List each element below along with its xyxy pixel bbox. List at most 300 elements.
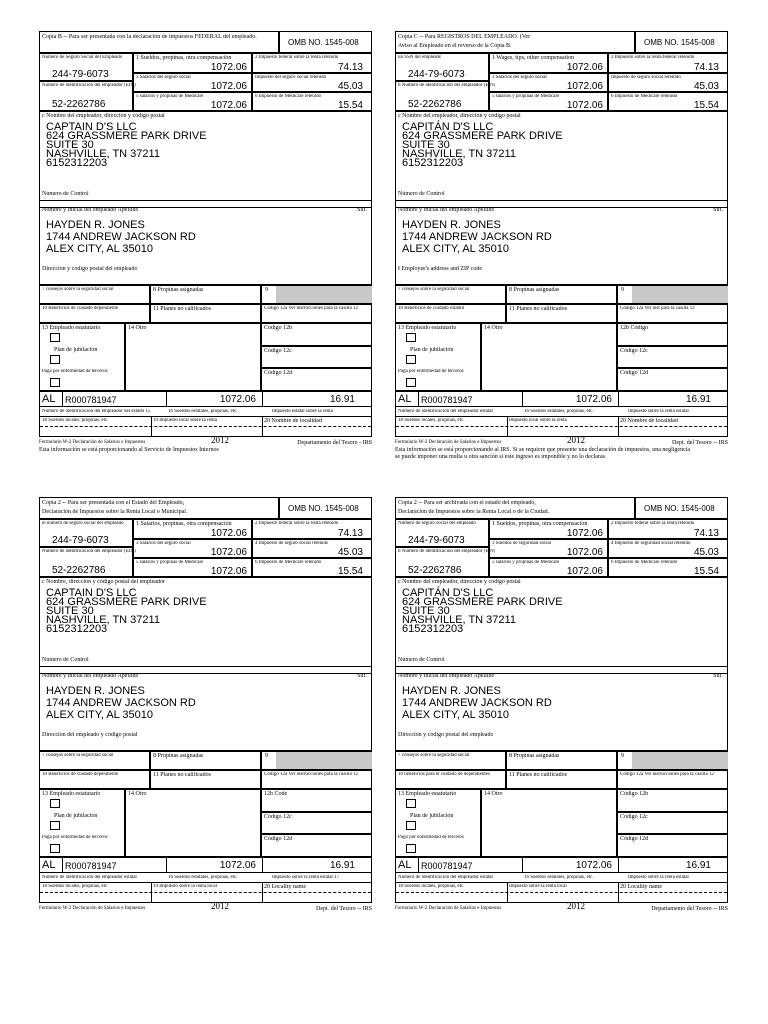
box-8-label: 8 Propinas asignadas	[509, 753, 560, 759]
box-14-label: 14 Otro	[128, 791, 147, 797]
suffix-label: Suf.	[357, 673, 367, 679]
box-6-label: 6 Impuesto de Medicare retenido	[255, 94, 322, 99]
copy-line-1: Copia 2 -- Para ser archivada con el estado del empleado,	[398, 500, 536, 506]
box-2-value: 74.13	[693, 528, 719, 539]
box-16-label: 16 Sueldos estatales, propinas, etc.	[168, 875, 238, 880]
box-13-label: 13 Empleado estatutario	[398, 791, 457, 797]
box-17-divider	[618, 858, 619, 872]
box-5-value: 1072.06	[566, 100, 603, 111]
box-12a-label: Código 12a Ver instrucciones para la casilla 12	[264, 306, 358, 311]
retirement-plan-checkbox[interactable]	[50, 821, 60, 830]
box-14	[125, 323, 261, 391]
state-id: R000781947	[65, 395, 117, 405]
state-divider	[418, 858, 419, 872]
box-12a-label: Código 12a Ver instrucciones para la casilla 12	[264, 772, 358, 777]
ssn-label: Número de seguro social del empleado	[398, 521, 476, 526]
ssn-label: un SSN del empleado	[398, 55, 442, 60]
employer-name: CAPTAIN D'S LLC	[46, 587, 137, 599]
footer-form-name: Formulario W-2 Declaración de Salarios e Impuestos	[39, 440, 146, 445]
box-4-value: 45.03	[693, 547, 719, 558]
box-3	[133, 539, 252, 558]
ssn-box	[395, 53, 489, 81]
box-5-label: 5 salarios y propinas de Medicare	[492, 94, 560, 99]
statutory-checkbox[interactable]	[50, 799, 60, 808]
sick-pay-checkbox[interactable]	[406, 378, 416, 387]
box-15-label: Número de identificación del empleador estatal	[398, 409, 493, 414]
box-11	[506, 770, 617, 789]
box-4	[608, 73, 728, 92]
box-14	[125, 789, 261, 857]
employer-box	[395, 111, 728, 208]
local-row	[395, 883, 728, 903]
box-6	[252, 558, 372, 577]
box-7-label: 7 consejos sobre la seguridad social	[42, 753, 114, 758]
employer-name: CAPITÁN D'S LLC	[402, 587, 494, 599]
ssn-value: 244-79-6073	[408, 535, 465, 546]
box-10	[395, 304, 506, 323]
footer-year: 2012	[211, 435, 229, 445]
box-19-label: Impuesto sobre la renta local	[509, 884, 567, 889]
box-6-label: 6 Impuesto de Medicare retenido	[611, 94, 678, 99]
employee-name-label: Nombre y inicial del empleado Apellido	[42, 673, 139, 679]
box-12d-label: Código 12d	[620, 370, 649, 376]
box-5-value: 1072.06	[210, 566, 247, 577]
employee-name-label: Nombre y inicial del empleado Apellido	[398, 207, 495, 213]
box-1-value: 1072.06	[210, 62, 247, 73]
state-code: AL	[398, 393, 412, 405]
employer-street: 624 GRASSMERE PARK DRIVE	[402, 596, 563, 608]
control-label: Número de Control	[398, 657, 445, 663]
box-13	[395, 789, 481, 857]
retirement-plan-checkbox[interactable]	[50, 355, 60, 364]
retirement-plan-label: Plan de jubilación	[410, 347, 454, 353]
box-17-value: 16.91	[685, 394, 711, 405]
box-12c	[261, 346, 372, 368]
employer-street: 624 GRASSMERE PARK DRIVE	[46, 596, 207, 608]
statutory-checkbox[interactable]	[406, 333, 416, 342]
box-6-value: 15.54	[693, 100, 719, 111]
box-3-value: 1072.06	[566, 547, 603, 558]
employer-suite: SUITE 30	[46, 605, 94, 617]
box-3-label: 3 Sueldos de seguridad social	[492, 541, 552, 546]
box-4-label: 4 Impuesto de seguro social retenido	[255, 541, 329, 546]
box-13-label: 13 Empleado estatutario	[42, 325, 101, 331]
box-12b	[261, 789, 372, 812]
box-9-label: 9	[621, 287, 624, 293]
employee-box	[395, 674, 728, 751]
box-12d-label: Código 12d	[264, 836, 293, 842]
box-7-label: 7 consejos sobre la seguridad social	[398, 287, 470, 292]
box-16-label: 16 Sueldos estatales, propinas, etc.	[524, 875, 594, 880]
suffix-label: Suf.	[357, 207, 367, 213]
employer-label: c Nombre del empleador, dirección y código postal	[398, 579, 521, 585]
state-label-row	[39, 873, 372, 883]
employee-name-label: Nombre y inicial del empleado Apellido	[398, 673, 495, 679]
box-11-label: 11 Planes no calificados	[153, 306, 211, 312]
box-15-label: Número de identificación del empleador estatal	[398, 875, 493, 880]
box-5-label: 5 salarios y propinas de Medicare	[136, 94, 204, 99]
employer-label: c Nombre del empleador, dirección y código postal	[42, 113, 165, 119]
box-1	[489, 53, 608, 73]
box-9-shade	[276, 286, 372, 303]
control-label: Número de Control	[42, 657, 89, 663]
box-4-value: 45.03	[337, 547, 363, 558]
box-10	[39, 770, 150, 789]
box-1-label: 1 Sueldos, propinas, otra compensación	[136, 55, 232, 61]
box-8-label: 8 Propinas asignadas	[509, 287, 560, 293]
box-4-label: Impuesto del seguro social retenido	[255, 75, 327, 80]
footer-year: 2012	[567, 435, 585, 445]
box-7	[395, 751, 506, 770]
state-code: AL	[42, 859, 56, 871]
employee-address-label: Dirección del empleado y código postal	[42, 732, 138, 738]
box-8-label: 8 Propinas asignadas	[153, 287, 204, 293]
box-3-value: 1072.06	[210, 81, 247, 92]
box-5-value: 1072.06	[210, 100, 247, 111]
control-label: Número de Control	[398, 191, 445, 197]
box-17-label: Impuesto sobre la renta estatal	[628, 409, 689, 414]
box-12c-label: Código 12c	[264, 348, 292, 354]
footer-department: Departamento del Tesoro - IRS	[297, 440, 372, 446]
footer-year: 2012	[211, 901, 229, 911]
box-13	[395, 323, 481, 391]
state-label-row	[395, 873, 728, 883]
control-divider	[396, 200, 727, 201]
box-20-label: 20 Locality name	[620, 884, 662, 890]
box-18-label: 18 Sueldos locales, propinas, etc.	[42, 884, 109, 889]
box-16-label: 16 Sueldos estatales, propinas, etc.	[168, 409, 238, 414]
box-12c-label: Código 12c	[620, 348, 648, 354]
box-10-label: 10 beneficios para el cuidado de dependientes	[398, 772, 490, 777]
box-13-label: 13 Empleado estatutario	[398, 325, 457, 331]
box-3-label: 3 Salarios del seguro social	[492, 75, 547, 80]
box-1-value: 1072.06	[566, 528, 603, 539]
ssn-value: 244-79-6073	[52, 535, 109, 546]
box-12b-label: 12b Code	[264, 791, 288, 797]
box-14-label: 14 Otro	[484, 791, 503, 797]
box-10-label: 10 Beneficios de cuidado dependiente	[42, 306, 119, 311]
box-4	[252, 73, 372, 92]
box-5-label: 5 salarios y propinas de Medicare	[136, 560, 204, 565]
ssn-box	[39, 53, 133, 81]
footer-note-2: se puede imponer una multa u otra sanción si este ingreso es imponible y no lo declaras.	[395, 454, 607, 460]
employer-box	[39, 577, 372, 674]
sick-pay-checkbox[interactable]	[406, 844, 416, 853]
box-12d	[617, 368, 728, 391]
employer-phone: 6152312203	[402, 157, 464, 169]
box-3	[489, 73, 608, 92]
box-12a-label: Código 12a Ver instrucciones para la casilla 12	[620, 772, 714, 777]
state-row	[395, 857, 728, 873]
ein-label: Número de identificación del empleador (EIN)	[42, 549, 136, 554]
box-17-value: 16.91	[329, 394, 355, 405]
box-9	[261, 751, 372, 770]
box-7-label: 7 consejos sobre la seguridad social	[42, 287, 114, 292]
ssn-label: Número de Seguro Social del Empleado	[42, 55, 123, 60]
employee-street: 1744 ANDREW JACKSON RD	[402, 697, 552, 709]
box-12c	[617, 346, 728, 368]
employer-city: NASHVILLE, TN 37211	[46, 148, 160, 160]
box-17-divider	[618, 392, 619, 406]
retirement-plan-label: Plan de jubilación	[410, 813, 454, 819]
box-6-label: 6 Impuesto de Medicare retenido	[255, 560, 322, 565]
box-16-value: 1072.06	[219, 860, 256, 871]
box-13	[39, 789, 125, 857]
employee-city: ALEX CITY, AL 35010	[402, 709, 510, 721]
box-19-label: 19 Impuesto sobre la renta local	[153, 884, 218, 889]
control-divider	[40, 666, 371, 667]
suffix-label: Suf.	[713, 673, 723, 679]
control-divider	[40, 200, 371, 201]
copy-line-2: Aviso al Empleado en el reverso de la Copia B.	[398, 43, 512, 49]
employee-name-label: Nombre y inicial del empleado Apellido	[42, 207, 139, 213]
box-1-label: 1 Wages, tips, other compensation	[492, 55, 575, 61]
employee-city: ALEX CITY, AL 35010	[46, 243, 154, 255]
box-11	[506, 304, 617, 323]
box-2-value: 74.13	[693, 62, 719, 73]
omb-number: OMB NO. 1545-008	[644, 38, 715, 47]
box-2-label: 2 Impuesto federal sobre la renta retenido	[611, 521, 695, 526]
employer-street: 624 GRASSMERE PARK DRIVE	[46, 130, 207, 142]
employee-name: HAYDEN R. JONES	[46, 685, 145, 697]
employer-city: NASHVILLE, TN 37211	[402, 148, 516, 160]
employee-street: 1744 ANDREW JACKSON RD	[402, 231, 552, 243]
box-18-label: 18 Sueldos locales, propinas, etc.	[42, 418, 109, 423]
footer-form-name: Formulario W-2 Declaración de Salarios e Impuestos	[39, 906, 146, 911]
box-12d	[261, 368, 372, 391]
state-id: R000781947	[421, 861, 473, 871]
box-5	[489, 558, 608, 577]
box-4-label: 4 Impuesto de seguridad social retenido	[611, 541, 691, 546]
state-id: R000781947	[65, 861, 117, 871]
box-6-label: 6 Impuesto de Medicare retenido	[611, 560, 678, 565]
box-12b-label: Código 12b	[620, 791, 649, 797]
sick-pay-label: Paga por enfermedad de terceros	[398, 369, 464, 374]
sick-pay-label: Pago por enfermedad de terceros	[398, 835, 464, 840]
box-20-label: 20 Nombre de localidad	[264, 418, 322, 424]
box-18-label: 18 Sueldos locales, propinas, etc.	[398, 418, 465, 423]
box-1	[133, 53, 252, 73]
box-10	[395, 770, 506, 789]
footer-department: Dept. del Tesoro -- IRS	[672, 440, 728, 446]
footer-form-name: Formulario W-2 Declaración de Salarios e Impuestos	[395, 906, 502, 911]
box-9-label: 9	[265, 287, 268, 293]
box-8	[506, 285, 617, 304]
box-6	[608, 92, 728, 111]
box-9	[617, 285, 728, 304]
box-10-label: 10 Beneficios de cuidado dependiente	[42, 772, 119, 777]
box-12a-label: Código 12a Ver inst para la casilla 12	[620, 306, 695, 311]
box-16-label: 16 Sueldos estatales, propinas, etc.	[524, 409, 594, 414]
employer-box	[395, 577, 728, 674]
box-14	[481, 789, 617, 857]
employer-phone: 6152312203	[46, 623, 108, 635]
box-7	[39, 285, 150, 304]
local-dash-line	[396, 892, 727, 893]
box-5-value: 1072.06	[566, 566, 603, 577]
employee-box	[39, 674, 372, 751]
ein-box	[395, 81, 496, 111]
box-1-value: 1072.06	[210, 528, 247, 539]
box-11-label: 11 Planes no calificados	[509, 772, 567, 778]
footer-form-name: Formulario W-2 Declaración de Salarios e Impuestos	[395, 440, 502, 445]
sick-pay-checkbox[interactable]	[50, 378, 60, 387]
w2-form-copy-1	[39, 31, 372, 451]
box-4	[608, 539, 728, 558]
employer-phone: 6152312203	[46, 157, 108, 169]
local-row	[395, 417, 728, 437]
box-4	[252, 539, 372, 558]
box-4-label: Impuesto de seguro social retenido	[611, 75, 681, 80]
box-2-label: 2 Impuesto sobre la renta federal retenido	[611, 55, 695, 60]
sick-pay-checkbox[interactable]	[50, 844, 60, 853]
box-2-value: 74.13	[337, 62, 363, 73]
copy-line-1: Copia B -- Para ser presentada con la declaración de impuestos FEDERAL del empleado.	[42, 34, 257, 40]
box-12c	[617, 812, 728, 834]
box-14-label: 14 Otro	[128, 325, 147, 331]
box-16-divider	[522, 858, 523, 872]
box-17-divider	[262, 858, 263, 872]
box-2-value: 74.13	[337, 528, 363, 539]
box-12a	[261, 304, 372, 323]
employer-city: NASHVILLE, TN 37211	[46, 614, 160, 626]
box-17-label: Impuesto sobre la renta estatal	[628, 875, 689, 880]
employee-city: ALEX CITY, AL 35010	[402, 243, 510, 255]
ein-value: 52-2262786	[52, 99, 106, 110]
omb-number: OMB NO. 1545-008	[288, 38, 359, 47]
local-dash-line	[396, 426, 727, 427]
employee-name: HAYDEN R. JONES	[402, 685, 501, 697]
footer-year: 2012	[567, 901, 585, 911]
employer-label: c Nombre del empleador, dirección y código postal	[398, 113, 521, 119]
copy-header	[39, 497, 279, 519]
employer-phone: 6152312203	[402, 623, 464, 635]
ssn-box	[395, 519, 489, 547]
box-13-label: 13 Empleado estatutario	[42, 791, 101, 797]
ein-value: 52-2262786	[52, 565, 106, 576]
control-divider	[396, 666, 727, 667]
employer-name: CAPITÁN D'S LLC	[402, 121, 494, 133]
box-6	[608, 558, 728, 577]
state-row	[395, 391, 728, 407]
box-17-label: Impuesto sobre la renta estatal 17	[272, 875, 340, 880]
employee-box	[39, 208, 372, 285]
box-3	[133, 73, 252, 92]
box-14	[481, 323, 617, 391]
w2-form-copy-4	[395, 497, 728, 917]
footer-note-1: Esta información se está proporcionando al IRS. Si se requiere que presente una declaración de impuestos, una negligencia	[395, 447, 691, 453]
ssn-value: 244-79-6073	[408, 69, 465, 80]
box-14-label: 14 Otro	[484, 325, 503, 331]
ein-label: b Número de identificación del empleador (EIN)	[398, 83, 496, 88]
retirement-plan-checkbox[interactable]	[406, 355, 416, 364]
box-15-label: Número de identificación del empleador del estado 15	[42, 409, 151, 414]
ssn-value: 244-79-6073	[52, 69, 109, 80]
box-9-shade	[632, 752, 728, 769]
ein-box	[39, 547, 136, 577]
box-3-value: 1072.06	[566, 81, 603, 92]
box-8	[506, 751, 617, 770]
box-15-label: Número de identificación del empleador estatal	[42, 875, 137, 880]
box-3-label: 3 Salarios del seguro social	[136, 541, 191, 546]
box-13	[39, 323, 125, 391]
employer-city: NASHVILLE, TN 37211	[402, 614, 516, 626]
box-16-divider	[166, 858, 167, 872]
box-8	[150, 751, 261, 770]
box-6-value: 15.54	[337, 566, 363, 577]
box-4-value: 45.03	[337, 81, 363, 92]
omb-box	[635, 497, 728, 519]
box-16-value: 1072.06	[575, 860, 612, 871]
box-1	[489, 519, 608, 539]
employer-box	[39, 111, 372, 208]
box-7	[39, 751, 150, 770]
box-12b	[261, 323, 372, 346]
box-7	[395, 285, 506, 304]
box-2-label: 2 Impuesto federal sobre la renta retenido	[255, 55, 339, 60]
box-17-value: 16.91	[685, 860, 711, 871]
box-2-label: 2 Impuesto federal sobre la renta retenido	[255, 521, 339, 526]
box-5	[133, 558, 252, 577]
ein-label: b Número de identificación del empleador (EIN)	[398, 549, 496, 554]
retirement-plan-checkbox[interactable]	[406, 821, 416, 830]
box-2	[252, 519, 372, 539]
box-9	[261, 285, 372, 304]
box-1-label: 1 Sueldos, propinas, otra compensación	[492, 521, 588, 527]
box-5	[489, 92, 608, 111]
box-6-value: 15.54	[693, 566, 719, 577]
employer-label: c Nombre, dirección y código postal del empleador	[42, 579, 165, 585]
ein-box	[39, 81, 136, 111]
box-16-divider	[522, 392, 523, 406]
box-12b-label: Código 12b	[264, 325, 293, 331]
footer-note-1: Esta información se está proporcionando al Servicio de Impuestos Internos	[39, 447, 219, 453]
local-row	[39, 417, 372, 437]
copy-line-1: Copia 2 -- Para ser presentada con el Estado del Empleado,	[42, 500, 185, 506]
box-17-label: Impuesto estatal sobre la renta	[272, 409, 333, 414]
employer-suite: SUITE 30	[402, 139, 450, 151]
sick-pay-label: Paga por enfermedad de terceros	[42, 369, 108, 374]
box-1	[133, 519, 252, 539]
w2-form-copy-3	[39, 497, 372, 917]
state-divider	[62, 392, 63, 406]
box-11	[150, 304, 261, 323]
copy-line-2: Declaración de Impuestos sobre la Renta Local o de la Ciudad.	[398, 509, 550, 515]
box-6-value: 15.54	[337, 100, 363, 111]
box-8	[150, 285, 261, 304]
box-12a	[261, 770, 372, 789]
omb-number: OMB NO. 1545-008	[644, 504, 715, 513]
box-3-label: 3 Salarios del seguro social	[136, 75, 191, 80]
box-1-value: 1072.06	[566, 62, 603, 73]
box-1-label: 1 Salarios, propinas, otra compensación	[136, 521, 232, 527]
box-11-label: 11 Planes no calificados	[509, 306, 567, 312]
retirement-plan-label: Plan de jubilación	[54, 347, 98, 353]
employer-suite: SUITE 30	[402, 605, 450, 617]
employee-name: HAYDEN R. JONES	[402, 219, 501, 231]
box-17-value: 16.91	[329, 860, 355, 871]
box-17-divider	[262, 392, 263, 406]
box-9-shade	[276, 752, 372, 769]
box-20-label: 20 Locality name	[264, 884, 306, 890]
box-12a	[617, 304, 728, 323]
state-row	[39, 391, 372, 407]
omb-box	[279, 497, 372, 519]
statutory-checkbox[interactable]	[406, 799, 416, 808]
employer-name: CAPTAIN D'S LLC	[46, 121, 137, 133]
box-9-label: 9	[621, 753, 624, 759]
statutory-checkbox[interactable]	[50, 333, 60, 342]
